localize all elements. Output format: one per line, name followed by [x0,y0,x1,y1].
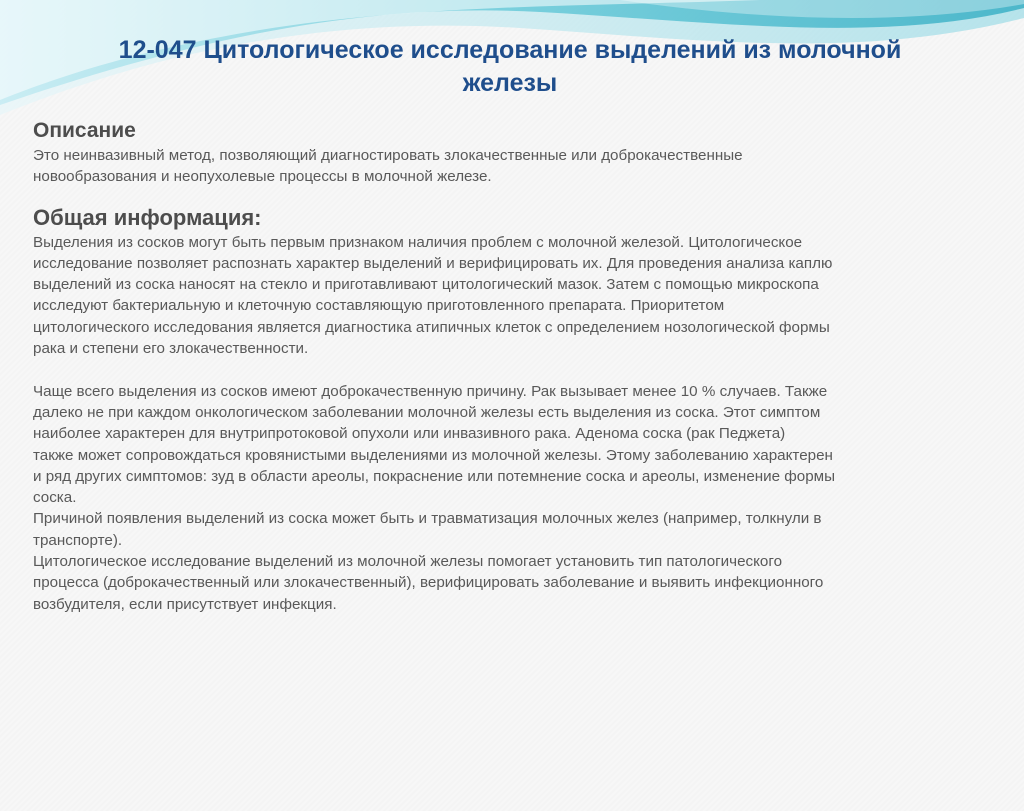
description-heading: Описание [33,119,136,142]
slide-title: 12-047 Цитологическое исследование выделений из молочной железы [118,36,902,97]
general-info-paragraph-2: Чаще всего выделения из сосков имеют доброкачественную причину. Рак вызывает менее 10 % случаев. Также далеко не при каждом онкологическом заболевании молочной железы есть выделения из соска. Этот симптом наиболее характерен для внутрипротоковой опухоли или инвазивного рака. Аденома соска (рак Педжета) также может сопровождаться кровянистыми выделениями из молочной железы. Этому заболеванию характерен и ряд других симптомов: зуд в области ареолы, покраснение или потемнение соска и ареолы, изменение формы соска. [33,382,836,507]
general-info-paragraph-3: Причиной появления выделений из соска может быть и травматизация молочных желез (например, толкнули в транспорте). [33,510,822,549]
paragraph-gap [33,359,993,380]
slide-content [33,117,993,615]
general-info-paragraph-4: Цитологическое исследование выделений из молочной железы помогает установить тип патологического процесса (доброкачественный или злокачественный), верифицировать заболевание и выявить инфекционного возбудителя, если присутствует инфекция. [33,553,824,613]
general-info-heading: Общая информация: [33,204,262,230]
general-info-paragraph-1: Выделения из сосков могут быть первым признаком наличия проблем с молочной железой. Цитологическое исследование позволяет распознать характер выделений и верифицировать их. Для проведения анализа каплю выделений из соска наносят на стекло и приготавливают цитологический мазок. Затем с помощью микроскопа исследуют бактериальную и клеточную составляющую приготовленного препарата. Приоритетом цитологического исследования является диагностика атипичных клеток с определением нозологической формы рака и степени его злокачественности. [33,233,833,358]
description-text: Это неинвазивный метод, позволяющий диагностировать злокачественные или доброкачественные новообразования и неопухолевые процессы в молочной железе. [33,147,743,186]
